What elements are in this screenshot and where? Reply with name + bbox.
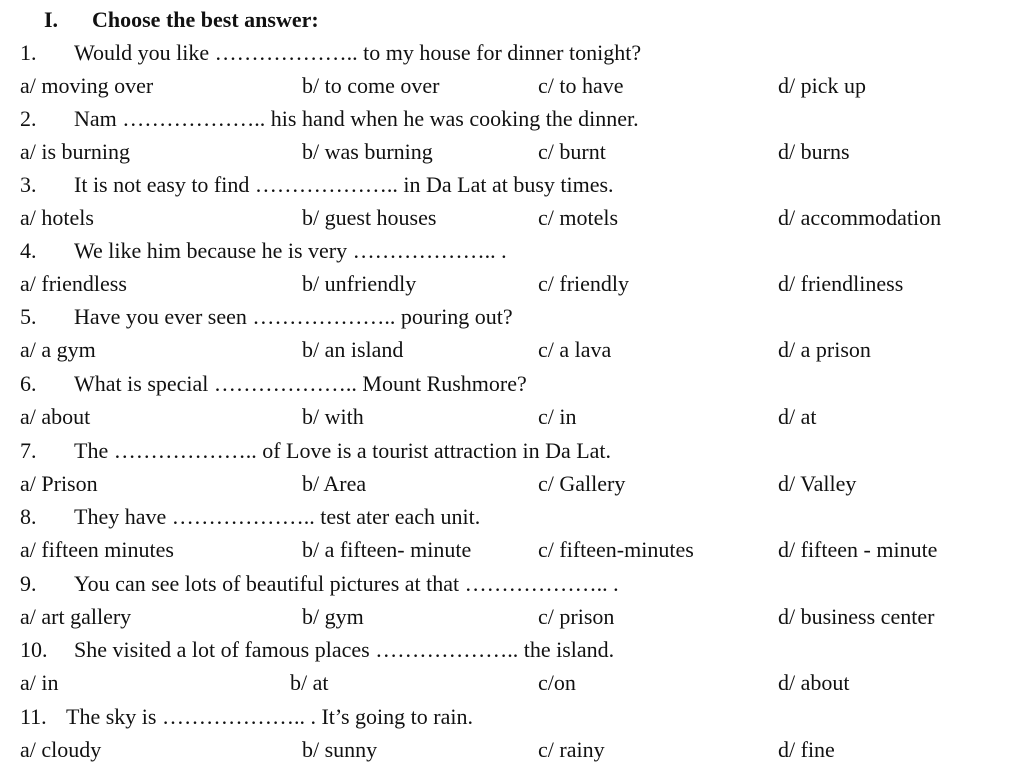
section-heading [0, 3, 1024, 36]
question-number: 5. [20, 304, 37, 329]
option-a: a/ a gym [20, 337, 96, 362]
option-a: a/ in [20, 670, 59, 695]
options-row-8 [0, 533, 1024, 566]
option-c: c/ fifteen-minutes [538, 537, 694, 562]
question-text: You can see lots of beautiful pictures at that ……………….. . [74, 571, 619, 596]
option-b: b/ a fifteen- minute [302, 537, 472, 562]
option-a: a/ hotels [20, 205, 94, 230]
section-title: Choose the best answer: [92, 7, 319, 32]
question-text: We like him because he is very ……………….. . [74, 238, 507, 263]
option-b: b/ sunny [302, 737, 378, 762]
option-c: c/ prison [538, 604, 615, 629]
option-d: d/ business center [778, 604, 935, 629]
option-c: c/ in [538, 404, 577, 429]
question-6 [0, 367, 1024, 400]
options-row-1 [0, 69, 1024, 102]
option-d: d/ at [778, 404, 817, 429]
option-b: b/ guest houses [302, 205, 437, 230]
question-4 [0, 234, 1024, 267]
option-b: b/ at [290, 670, 329, 695]
option-b: b/ to come over [302, 73, 440, 98]
question-text: Have you ever seen ……………….. pouring out? [74, 304, 513, 329]
question-number: 2. [20, 106, 37, 131]
option-d: d/ pick up [778, 73, 866, 98]
option-a: a/ moving over [20, 73, 154, 98]
question-text: The ……………….. of Love is a tourist attraction in Da Lat. [74, 438, 612, 463]
question-number: 10. [20, 637, 48, 662]
question-9 [0, 567, 1024, 600]
option-c: c/ rainy [538, 737, 605, 762]
question-number: 1. [20, 40, 37, 65]
question-number: 8. [20, 504, 37, 529]
question-number: 6. [20, 371, 37, 396]
option-c: c/ friendly [538, 271, 630, 296]
option-b: b/ Area [302, 471, 367, 496]
question-number: 7. [20, 438, 37, 463]
option-c: c/ motels [538, 205, 619, 230]
question-number: 3. [20, 172, 37, 197]
options-row-10 [0, 666, 1024, 699]
option-c: c/ burnt [538, 139, 606, 164]
question-text: The sky is ……………….. . It’s going to rain. [66, 704, 473, 729]
question-text: Would you like ……………….. to my house for dinner tonight? [74, 40, 642, 65]
question-8 [0, 500, 1024, 533]
option-a: a/ friendless [20, 271, 127, 296]
option-d: d/ fifteen - minute [778, 537, 938, 562]
options-row-11 [0, 733, 1024, 766]
question-text: She visited a lot of famous places ……………….. the island. [74, 637, 615, 662]
option-c: c/ a lava [538, 337, 612, 362]
option-c: c/ to have [538, 73, 624, 98]
option-a: a/ Prison [20, 471, 98, 496]
question-7 [0, 434, 1024, 467]
option-a: a/ is burning [20, 139, 130, 164]
question-10 [0, 633, 1024, 666]
question-2 [0, 102, 1024, 135]
options-row-6 [0, 400, 1024, 433]
question-number: 9. [20, 571, 37, 596]
option-d: d/ accommodation [778, 205, 942, 230]
option-d: d/ friendliness [778, 271, 904, 296]
question-3 [0, 168, 1024, 201]
option-d: d/ fine [778, 737, 835, 762]
option-b: b/ gym [302, 604, 364, 629]
question-text: What is special ……………….. Mount Rushmore? [74, 371, 527, 396]
question-text: Nam ……………….. his hand when he was cooking the dinner. [74, 106, 639, 131]
question-number: 11. [20, 704, 47, 729]
options-row-5 [0, 333, 1024, 366]
option-a: a/ fifteen minutes [20, 537, 174, 562]
option-b: b/ with [302, 404, 364, 429]
option-d: d/ burns [778, 139, 850, 164]
question-5 [0, 300, 1024, 333]
option-a: a/ about [20, 404, 91, 429]
question-11 [0, 700, 1024, 733]
option-d: d/ about [778, 670, 850, 695]
options-row-3 [0, 201, 1024, 234]
options-row-7 [0, 467, 1024, 500]
options-row-4 [0, 267, 1024, 300]
option-b: b/ an island [302, 337, 404, 362]
options-row-2 [0, 135, 1024, 168]
section-number: I. [44, 7, 59, 32]
option-c: c/ Gallery [538, 471, 626, 496]
question-1 [0, 36, 1024, 69]
option-b: b/ unfriendly [302, 271, 417, 296]
option-a: a/ cloudy [20, 737, 102, 762]
option-d: d/ a prison [778, 337, 871, 362]
question-text: It is not easy to find ……………….. in Da Lat at busy times. [74, 172, 614, 197]
options-row-9 [0, 600, 1024, 633]
option-d: d/ Valley [778, 471, 857, 496]
option-a: a/ art gallery [20, 604, 132, 629]
question-number: 4. [20, 238, 37, 263]
option-b: b/ was burning [302, 139, 433, 164]
option-c: c/on [538, 670, 576, 695]
question-text: They have ……………….. test ater each unit. [74, 504, 481, 529]
